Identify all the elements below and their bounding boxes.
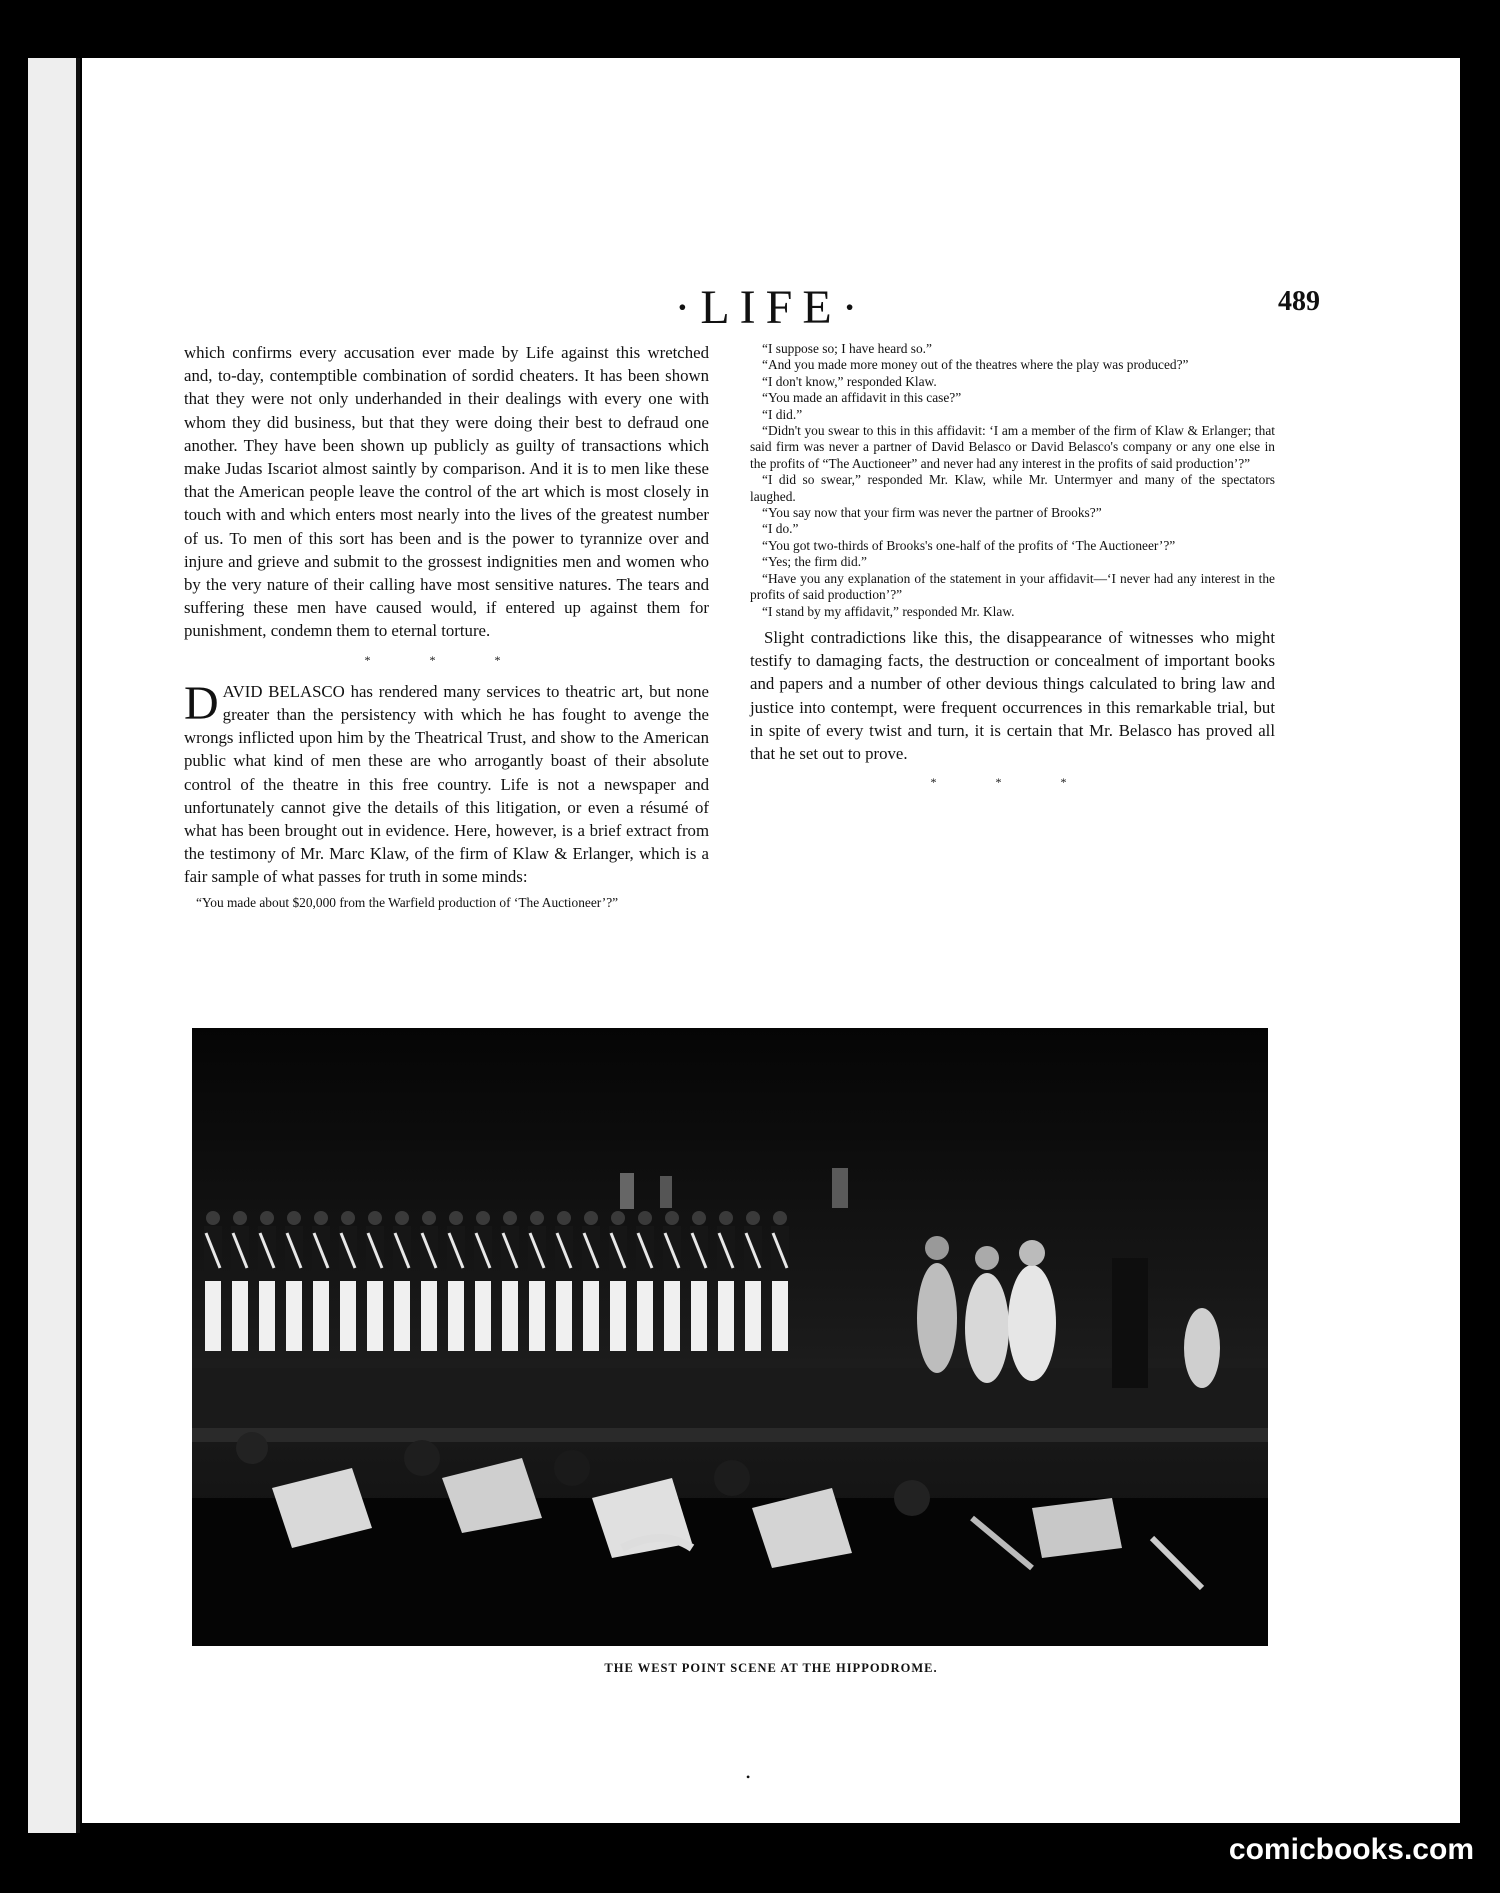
cadet-figure	[204, 1211, 222, 1351]
cadet-figure	[339, 1211, 357, 1351]
page-binding-edge	[28, 58, 80, 1833]
dialog-line: “Yes; the firm did.”	[762, 554, 868, 570]
cadet-figure	[312, 1211, 330, 1351]
page-number: 489	[1278, 286, 1320, 317]
testimony-dialog	[750, 341, 1275, 620]
printing-dot: •	[746, 1770, 751, 1784]
testimony-opening	[184, 895, 709, 911]
dialog-line: “I suppose so; I have heard so.”	[762, 341, 932, 356]
dialog-line: “You got two-thirds of Brooks's one-half of the profits of ‘The Auctioneer’?”	[762, 537, 1176, 553]
magazine-page	[82, 58, 1460, 1823]
testimony-question-1: “You made about $20,000 from the Warfield production of ‘The Auctioneer’?”	[196, 894, 619, 910]
stage-scene-illustration	[192, 1028, 1268, 1646]
cadet-figure	[258, 1211, 276, 1351]
dialog-line: “And you made more money out of the theatres where the play was produced?”	[762, 357, 1189, 373]
cadet-figure	[528, 1211, 546, 1351]
cadet-figure	[366, 1211, 384, 1351]
right-column	[750, 341, 1275, 802]
dialog-line: “I don't know,” responded Klaw.	[762, 373, 937, 389]
dialog-line: “Have you any explanation of the statement in your affidavit—‘I never had any interest in the profits of said production’?”	[750, 570, 1275, 603]
dialog-line: “Didn't you swear to this in this affidavit: ‘I am a member of the firm of Klaw & Erlanger; that said firm was never a partner of David Belasco or David Belasco's company or any one else in the profits of “The Auctioneer” and never had any interest in the profits of said production’?”	[750, 423, 1275, 471]
cadet-figure	[474, 1211, 492, 1351]
section-divider-stars: * * *	[930, 775, 1095, 790]
photo-caption: THE WEST POINT SCENE AT THE HIPPODROME.	[604, 1661, 938, 1675]
paragraph-2	[184, 676, 709, 889]
cadet-figure	[663, 1211, 681, 1351]
cadet-figure	[582, 1211, 600, 1351]
hippodrome-photograph	[192, 1028, 1268, 1646]
cadet-figure	[447, 1211, 465, 1351]
cadet-figure	[555, 1211, 573, 1351]
cadet-figure	[771, 1211, 789, 1351]
dialog-line: “I did.”	[762, 406, 803, 422]
section-divider-stars: * * *	[364, 652, 529, 667]
site-watermark: comicbooks.com	[1228, 1833, 1474, 1866]
dialog-line: “I stand by my affidavit,” responded Mr. Klaw.	[762, 603, 1015, 619]
cadet-figure	[690, 1211, 708, 1351]
cadet-figure	[609, 1211, 627, 1351]
masthead-title: ·LIFE·	[674, 281, 868, 334]
left-column	[184, 341, 709, 911]
cadet-figure	[501, 1211, 519, 1351]
cadet-figure	[285, 1211, 303, 1351]
dialog-line: “I did so swear,” responded Mr. Klaw, while Mr. Untermyer and many of the spectators laughed.	[750, 472, 1275, 504]
cadet-figure	[420, 1211, 438, 1351]
cadet-figure	[231, 1211, 249, 1351]
dialog-line: “I do.”	[762, 521, 799, 537]
paragraph-3: Slight contradictions like this, the disappearance of witnesses who might testify to damaging facts, the destruction or concealment of important books and papers and a number of other devious things calculated to bring law and justice into contempt, were frequent occurrences in this remarkable trial, but in spite of every twist and turn, it is certain that Mr. Belasco has proved all that he set out to prove.	[750, 627, 1275, 763]
cadet-figure	[636, 1211, 654, 1351]
dialog-line: “You made an affidavit in this case?”	[762, 390, 962, 406]
cadet-figure	[393, 1211, 411, 1351]
cadet-figure	[717, 1211, 735, 1351]
paragraph-1: which confirms every accusation ever made by Life against this wretched and, to-day, contemptible combination of sordid cheaters. It has been shown that they were not only underhanded in their dealings with every one with whom they did business, but that they were doing their best to defraud one another. They have been shown up publicly as guilty of transactions which make Judas Iscariot almost saintly by comparison. And it is to men like these that the American people leave the control of the art which is most closely in touch with and which enters most nearly into the lives of the greatest number of us. To men of this sort has been and is the power to tyrannize over and injure and grieve and submit to the grossest indignities men and women who by the very nature of their calling have most sensitive natures. The tears and suffering these men have caused would, if entered up against them for punishment, condemn them to eternal torture.	[184, 343, 709, 641]
paragraph-2-text: AVID BELASCO has rendered many services to theatric art, but none greater than the persistency with which he has fought to avenge the wrongs inflicted upon him by the Theatrical Trust, and show to the American public what kind of men these are who arrogantly boast of their absolute control of the theatre in this free country. Life is not a newspaper and unfortunately cannot give the details of this litigation, or even a résumé of what has been brought out in evidence. Here, however, is a brief extract from the testimony of Mr. Marc Klaw, of the firm of Klaw & Erlanger, which is a fair sample of what passes for truth in some minds:	[184, 681, 709, 887]
dialog-line: “You say now that your firm was never the partner of Brooks?”	[762, 505, 1102, 521]
drop-cap-d: D	[184, 676, 219, 730]
cadet-figure	[744, 1211, 762, 1351]
